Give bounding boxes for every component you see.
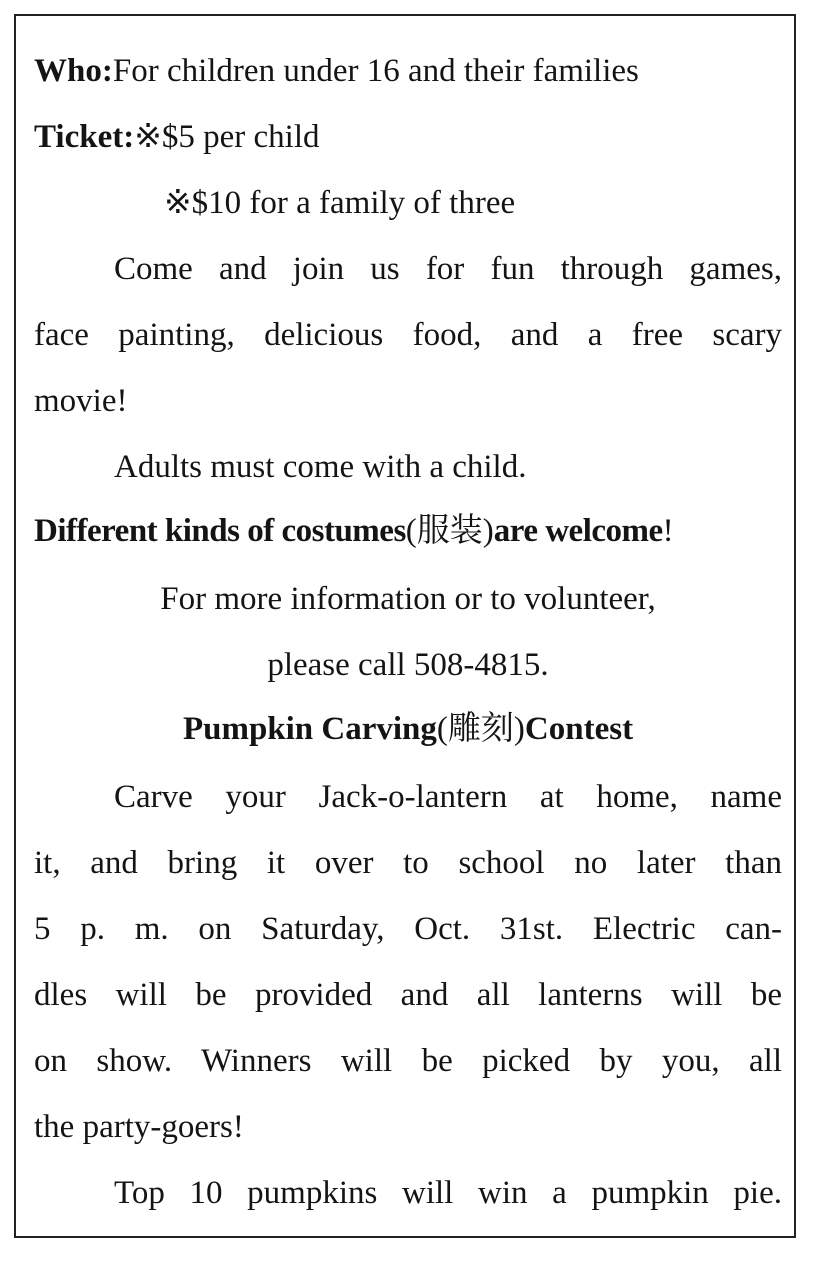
costumes-chinese: (服装)	[405, 513, 494, 549]
contest-text-line-2: it, and bring it over to school no later than	[34, 845, 782, 881]
ticket-separator: :	[123, 119, 135, 155]
costumes-line	[34, 498, 782, 564]
contest-title-end: Contest	[524, 711, 634, 747]
who-line	[34, 38, 782, 104]
contest-text-line-5: on show. Winners will be picked by you, all	[34, 1043, 782, 1079]
intro-line-3: movie!	[34, 383, 128, 419]
costumes-bold-end: are welcome	[493, 513, 663, 549]
ticket-price-family: ※$10 for a family of three	[164, 185, 516, 221]
contest-text-line-1: Carve your Jack-o-lantern at home, name	[114, 779, 782, 815]
costumes-bold-start: Different kinds of costumes	[34, 513, 406, 549]
costumes-punct: !	[662, 513, 674, 549]
prize-line: Top 10 pumpkins will win a pumpkin pie.	[114, 1175, 782, 1211]
info-line-2: please call 508-4815.	[267, 647, 549, 683]
contest-text-line-6: the party-goers!	[34, 1109, 244, 1145]
ticket-label: Ticket	[34, 119, 124, 155]
ticket-price-child: ※$5 per child	[134, 119, 320, 155]
who-separator: :	[101, 53, 113, 89]
ticket-family-line	[34, 170, 782, 236]
contest-text-line-4: dles will be provided and all lanterns will be	[34, 977, 782, 1013]
info-line-1: For more information or to volunteer,	[160, 581, 656, 617]
intro-line-1: Come and join us for fun through games,	[114, 251, 782, 287]
contest-title-chinese: (雕刻)	[436, 711, 525, 747]
contest-title-start: Pumpkin Carving	[182, 711, 437, 747]
contest-title	[34, 696, 782, 762]
intro-line-2: face painting, delicious food, and a free scary	[34, 317, 782, 353]
contest-text-line-3: 5 p. m. on Saturday, Oct. 31st. Electric can-	[34, 911, 782, 947]
who-label: Who	[34, 53, 102, 89]
who-text: For children under 16 and their families	[112, 53, 639, 89]
ticket-line	[34, 104, 782, 170]
adults-line: Adults must come with a child.	[114, 449, 527, 485]
